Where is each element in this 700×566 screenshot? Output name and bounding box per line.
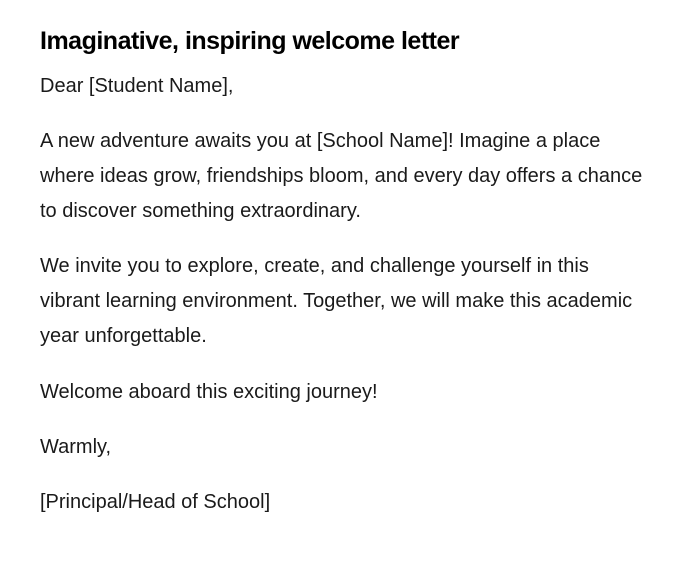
welcome-line: Welcome aboard this exciting journey! [40, 381, 378, 403]
intro-paragraph: A new adventure awaits you at [School Name]! Imagine a place where ideas grow, friendships bloom, and every day offers a chance to discover something extraordinary. [40, 130, 643, 222]
invitation-paragraph: We invite you to explore, create, and challenge yourself in this vibrant learning environment. Together, we will make this academic year unforgettable. [40, 255, 633, 347]
closing: Warmly, [40, 436, 112, 458]
letter-title: Imaginative, inspiring welcome letter [40, 27, 460, 55]
salutation: Dear [Student Name], [40, 75, 234, 97]
signature: [Principal/Head of School] [40, 491, 271, 513]
